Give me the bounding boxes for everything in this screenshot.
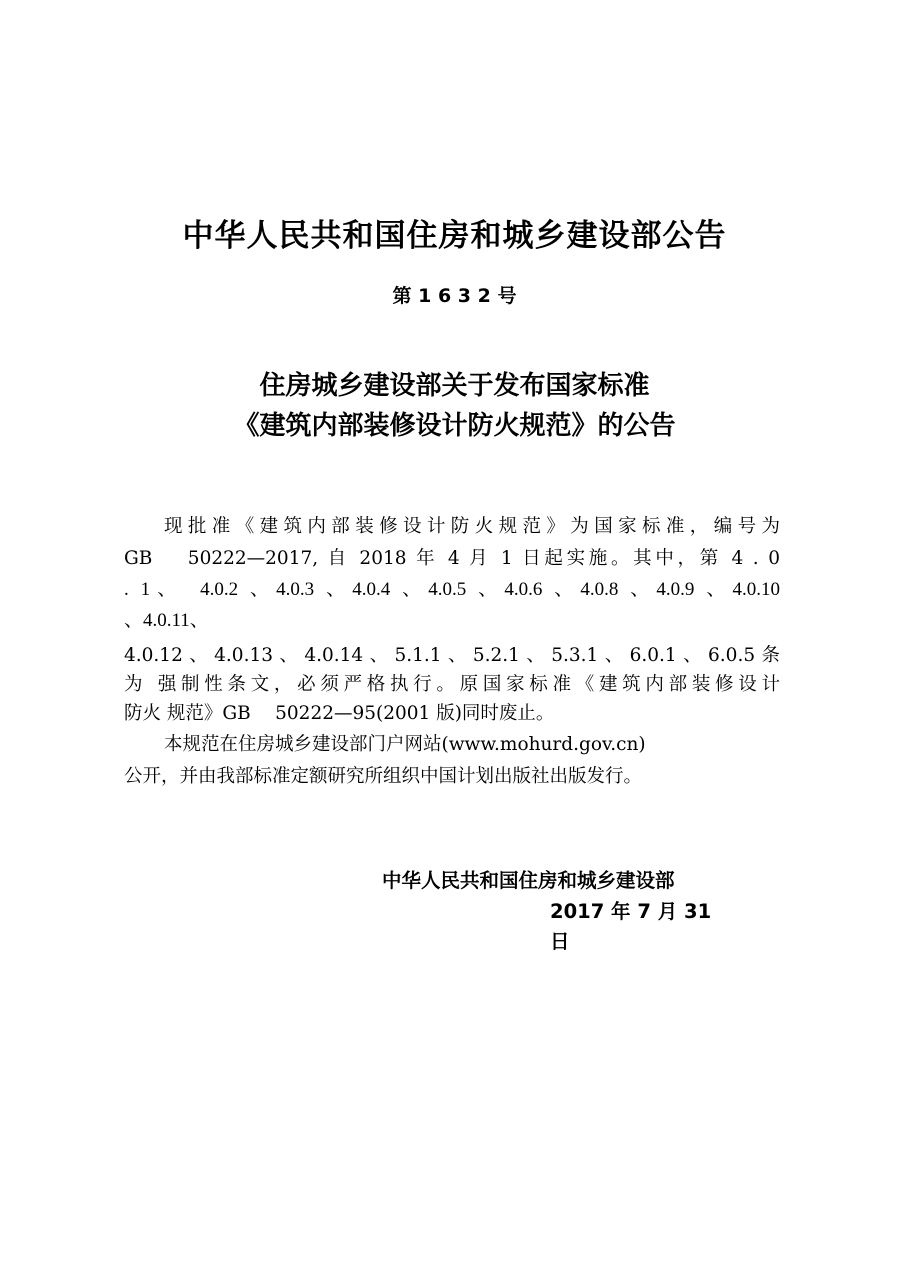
signature-organization: 中华人民共和国住房和城乡建设部	[382, 869, 675, 892]
paragraph-1-line-5: 4.0.12、4.0.13、4.0.14、5.1.1、5.2.1、5.3.1、6.0.1、6.0.5条	[124, 645, 780, 666]
paragraph-2-line-1: 本规范在住房城乡建设部门户网站(www.mohurd.gov.cn)	[164, 734, 646, 755]
announcement-number: 第 1 6 3 2 号	[392, 285, 517, 307]
announcement-title: 中华人民共和国住房和城乡建设部公告	[182, 218, 727, 254]
paragraph-2-line-2: 公开，并由我部标准定额研究所组织中国计划出版社出版发行。	[124, 766, 643, 787]
paragraph-1-line-2: GB 50222—2017, 自 2018 年 4 月 1 日起实施。其中，第 4 . 0	[124, 548, 780, 569]
subtitle-line-2: 《建筑内部装修设计防火规范》的公告	[233, 411, 676, 441]
paragraph-1-line-6: 为 强制性条文，必须严格执行。原国家标准《建筑内部装修设计	[124, 674, 780, 695]
paragraph-1-line-7: 防火 规范》GB 50222—95(2001 版)同时废止。	[124, 703, 555, 724]
paragraph-1-line-3: . 1、 4.0.2 、4.0.3 、4.0.4 、4.0.5 、4.0.6 、4.0.8 、4.0.9 、4.0.10	[124, 579, 780, 600]
paragraph-1-line-4: 、4.0.11、	[124, 610, 209, 631]
paragraph-1-line-1: 现批准《建筑内部装修设计防火规范》为国家标准，编号为	[164, 516, 780, 537]
subtitle-line-1: 住房城乡建设部关于发布国家标准	[259, 371, 650, 401]
signature-date: 2017 年 7 月 31 日	[550, 900, 712, 953]
